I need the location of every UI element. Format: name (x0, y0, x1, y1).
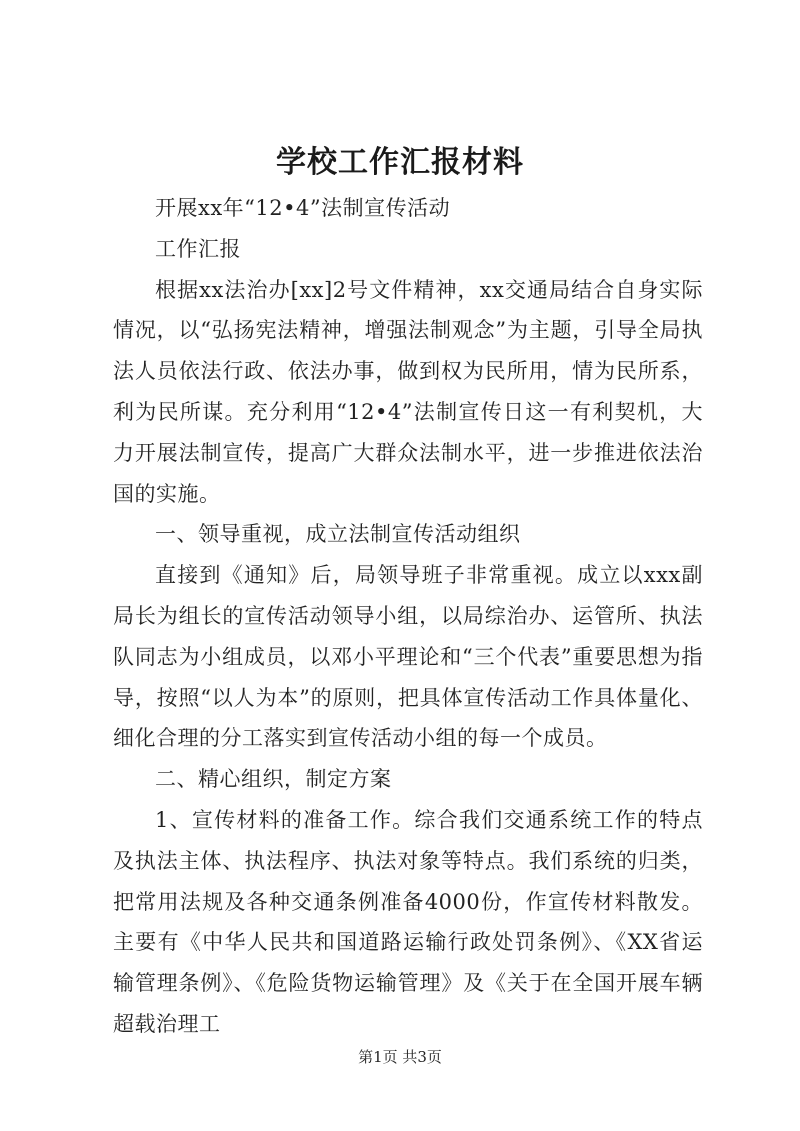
paragraph-section-2: 1、宣传材料的准备工作。综合我们交通系统工作的特点及执法主体、执法程序、执法对象等特点。我们系统的归类，把常用法规及各种交通条例准备4000份，作宣传材料散发。主要有《中华人民共和国道路运输行政处罚条例》、《XX省运输管理条例》、《危险货物运输管理》及《关于在全国开展车辆超载治理工 (113, 807, 703, 1036)
paragraph-intro: 根据xx法治办[xx]2号文件精神，xx交通局结合自身实际情况，以“弘扬宪法精神，增强法制观念”为主题，引导全局执法人员依法行政、依法办事，做到权为民所用，情为民所系，利为民所谋。充分利用“12•4”法制宣传日这一有利契机，大力开展法制宣传，提高广大群众法制水平，进一步推进依法治国的实施。 (113, 277, 703, 506)
document-title: 学校工作汇报材料 (276, 145, 524, 180)
paragraph-section-1: 直接到《通知》后，局领导班子非常重视。成立以xxx副局长为组长的宣传活动领导小组，以局综治办、运管所、执法队同志为小组成员，以邓小平理论和“三个代表”重要思想为指导，按照“以人为本”的原则，把具体宣传活动工作具体量化、细化合理的分工落实到宣传活动小组的每一个成员。 (113, 563, 703, 751)
document-body (113, 188, 703, 1045)
paragraph-subtitle-line1: 开展xx年“12•4”法制宣传活动 (155, 196, 451, 220)
section-heading-2: 二、精心组织，制定方案 (155, 767, 392, 792)
paragraph-subtitle-line2: 工作汇报 (155, 236, 241, 261)
section-heading-1: 一、领导重视，成立法制宣传活动组织 (155, 522, 521, 547)
page-footer: 第1页 共3页 (358, 1048, 442, 1066)
